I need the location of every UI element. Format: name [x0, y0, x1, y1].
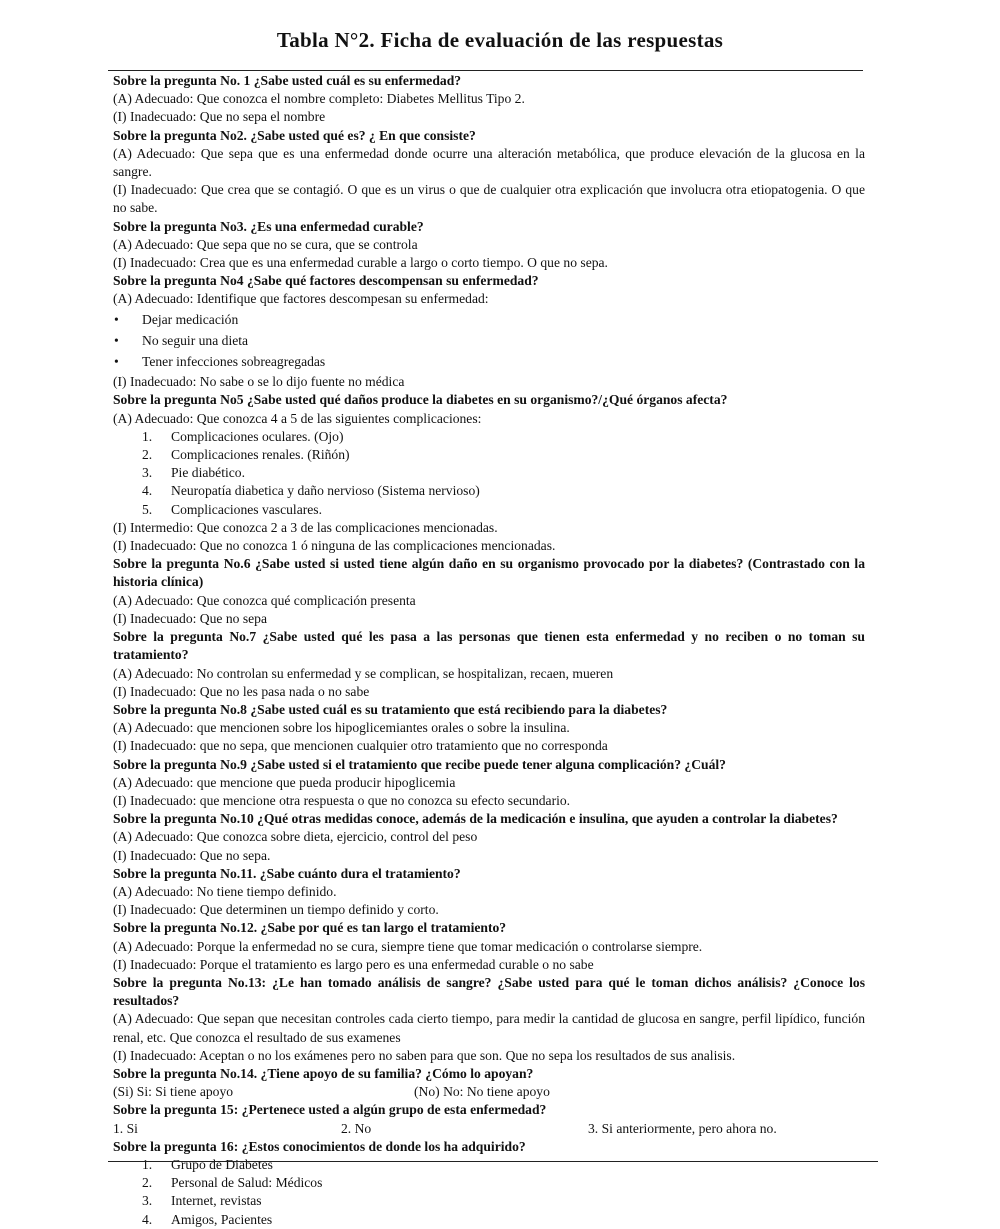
q4-inadequate: (I) Inadecuado: No sabe o se lo dijo fuente no médica [113, 374, 405, 390]
list-item: 5. Complicaciones vasculares. [142, 501, 322, 517]
bullet-icon: • [114, 353, 119, 369]
q15-option-1: 1. Si [113, 1120, 138, 1136]
question-7: Sobre la pregunta No.7 ¿Sabe usted qué les pasa a las personas que tienen esta enfermedad y no reciben o no toman su tratamiento? [113, 629, 865, 663]
top-rule [108, 70, 863, 71]
list-item-text: Tener infecciones sobreagregadas [142, 353, 326, 369]
question-9: Sobre la pregunta No.9 ¿Sabe usted si el tratamiento que recibe puede tener alguna complicación? ¿Cuál? [113, 756, 726, 772]
q10-adequate: (A) Adecuado: Que conozca sobre dieta, ejercicio, control del peso [113, 829, 478, 845]
question-16: Sobre la pregunta 16: ¿Estos conocimientos de donde los ha adquirido? [113, 1138, 526, 1154]
q5-intermediate: (I) Intermedio: Que conozca 2 a 3 de las complicaciones mencionadas. [113, 519, 498, 535]
list-item: 1. Grupo de Diabetes [142, 1156, 273, 1172]
q15-options [113, 1120, 865, 1138]
q2-adequate: (A) Adecuado: Que sepa que es una enfermedad donde ocurre una alteración metabólica, que produce elevación de la glucosa en la sangre. [113, 145, 865, 180]
q12-adequate: (A) Adecuado: Porque la enfermedad no se cura, siempre tiene que tomar medicación o controlarse siempre. [113, 938, 703, 954]
q7-inadequate: (I) Inadecuado: Que no les pasa nada o no sabe [113, 683, 370, 699]
question-12: Sobre la pregunta No.12. ¿Sabe por qué es tan largo el tratamiento? [113, 920, 507, 936]
q2-inadequate: (I) Inadecuado: Que crea que se contagió. O que es un virus o que de cualquier otra explicación que involucra otra etiopatogenia. O que no sabe. [113, 182, 865, 216]
list-item [113, 311, 865, 329]
q5-inadequate: (I) Inadecuado: Que no conozca 1 ó ninguna de las complicaciones mencionadas. [113, 538, 556, 554]
list-item: 3. Pie diabético. [142, 465, 245, 481]
q12-inadequate: (I) Inadecuado: Porque el tratamiento es largo pero es una enfermedad curable o no sabe [113, 956, 594, 972]
list-item: 1. Complicaciones oculares. (Ojo) [142, 428, 344, 444]
q15-option-3: 3. Si anteriormente, pero ahora no. [588, 1120, 777, 1136]
question-11: Sobre la pregunta No.11. ¿Sabe cuánto dura el tratamiento? [113, 865, 461, 881]
q9-adequate: (A) Adecuado: que mencione que pueda producir hipoglicemia [113, 774, 456, 790]
q10-inadequate: (I) Inadecuado: Que no sepa. [113, 847, 271, 863]
question-5: Sobre la pregunta No5 ¿Sabe usted qué daños produce la diabetes en su organismo?/¿Qué órganos afecta? [113, 392, 728, 408]
q15-option-2: 2. No [341, 1120, 372, 1136]
q1-adequate: (A) Adecuado: Que conozca el nombre completo: Diabetes Mellitus Tipo 2. [113, 91, 525, 107]
q8-adequate: (A) Adecuado: que mencionen sobre los hipoglicemiantes orales o sobre la insulina. [113, 720, 570, 736]
q3-adequate: (A) Adecuado: Que sepa que no se cura, que se controla [113, 236, 418, 252]
question-13: Sobre la pregunta No.13: ¿Le han tomado análisis de sangre? ¿Sabe usted para qué le toman dichos análisis? ¿Conoce los resultados? [113, 974, 865, 1009]
list-item [113, 353, 865, 371]
question-1: Sobre la pregunta No. 1 ¿Sabe usted cuál es su enfermedad? [113, 73, 462, 88]
question-2: Sobre la pregunta No2. ¿Sabe usted qué es? ¿ En que consiste? [113, 127, 476, 143]
q14-option-no: (No) No: No tiene apoyo [414, 1084, 550, 1100]
question-6: Sobre la pregunta No.6 ¿Sabe usted si usted tiene algún daño en su organismo provocado por la diabetes? (Contrastado con la historia clínica) [113, 556, 865, 590]
question-8: Sobre la pregunta No.8 ¿Sabe usted cuál es su tratamiento que está recibiendo para la diabetes? [113, 701, 668, 717]
q3-inadequate: (I) Inadecuado: Crea que es una enfermedad curable a largo o corto tiempo. O que no sepa. [113, 255, 608, 271]
list-item [113, 332, 865, 350]
list-item: 2. Complicaciones renales. (Riñón) [142, 447, 350, 463]
q6-inadequate: (I) Inadecuado: Que no sepa [113, 610, 267, 626]
q5-adequate: (A) Adecuado: Que conozca 4 a 5 de las siguientes complicaciones: [113, 410, 482, 426]
question-3: Sobre la pregunta No3. ¿Es una enfermedad curable? [113, 218, 424, 234]
question-10: Sobre la pregunta No.10 ¿Qué otras medidas conoce, además de la medicación e insulina, que ayuden a controlar la diabetes? [113, 811, 838, 827]
q11-inadequate: (I) Inadecuado: Que determinen un tiempo definido y corto. [113, 902, 439, 918]
q8-inadequate: (I) Inadecuado: que no sepa, que mencionen cualquier otro tratamiento que no corresponda [113, 738, 608, 754]
evaluation-content [113, 72, 865, 1229]
question-4: Sobre la pregunta No4 ¿Sabe qué factores descompensan su enfermedad? [113, 273, 539, 289]
q14-option-si: (Si) Si: Si tiene apoyo [113, 1084, 234, 1100]
table-title: Tabla N°2. Ficha de evaluación de las respuestas [276, 28, 724, 52]
q7-adequate: (A) Adecuado: No controlan su enfermedad y se complican, se hospitalizan, recaen, mueren [113, 665, 614, 681]
question-14: Sobre la pregunta No.14. ¿Tiene apoyo de su familia? ¿Cómo lo apoyan? [113, 1065, 534, 1081]
list-item: 4. Amigos, Pacientes [142, 1211, 273, 1227]
q13-adequate: (A) Adecuado: Que sepan que necesitan controles cada cierto tiempo, para medir la cantidad de glucosa en sangre, perfil lipídico, función renal, etc. Que conozca el resultado de sus examenes [113, 1011, 865, 1045]
list-item-text: No seguir una dieta [142, 332, 249, 348]
q11-adequate: (A) Adecuado: No tiene tiempo definido. [113, 883, 337, 899]
bottom-rule [108, 1161, 878, 1162]
list-item: 3. Internet, revistas [142, 1193, 262, 1209]
q13-inadequate: (I) Inadecuado: Aceptan o no los exámenes pero no saben para que son. Que no sepa los resultados de sus analisis. [113, 1047, 736, 1063]
bullet-icon: • [114, 332, 119, 348]
list-item: 2. Personal de Salud: Médicos [142, 1175, 323, 1191]
q4-adequate: (A) Adecuado: Identifique que factores descompesan su enfermedad: [113, 291, 489, 307]
q1-inadequate: (I) Inadecuado: Que no sepa el nombre [113, 109, 326, 125]
bullet-icon: • [114, 312, 119, 328]
q9-inadequate: (I) Inadecuado: que mencione otra respuesta o que no conozca su efecto secundario. [113, 792, 571, 808]
q6-adequate: (A) Adecuado: Que conozca qué complicación presenta [113, 592, 416, 608]
list-item: 4. Neuropatía diabetica y daño nervioso (Sistema nervioso) [142, 483, 480, 499]
q14-options [113, 1083, 865, 1101]
list-item-text: Dejar medicación [142, 312, 239, 328]
question-15: Sobre la pregunta 15: ¿Pertenece usted a algún grupo de esta enfermedad? [113, 1102, 547, 1118]
